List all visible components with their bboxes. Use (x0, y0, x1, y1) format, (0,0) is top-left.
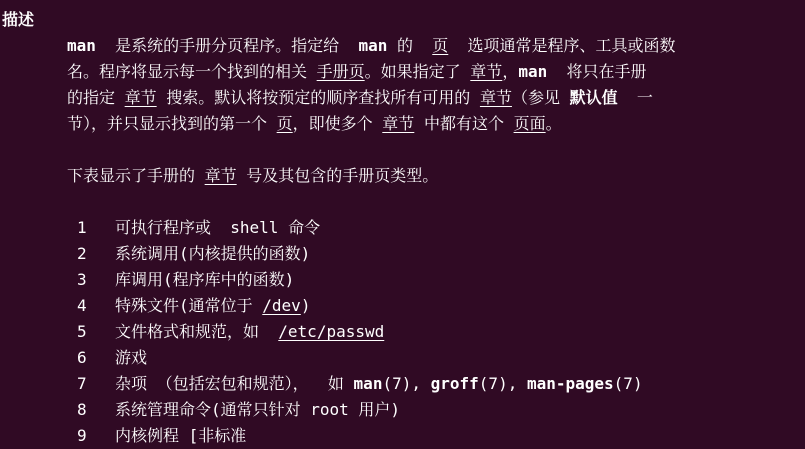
section-description (115, 296, 310, 315)
text-segment-underline: 章节 (382, 114, 415, 133)
section-row (2, 371, 805, 397)
section-row (2, 423, 805, 449)
text-segment-normal: (7), (478, 374, 527, 393)
text-segment-bold: man (67, 36, 96, 55)
section-number: 8 (77, 400, 87, 419)
section-number: 6 (77, 348, 87, 367)
text-segment-bold: 默认值 (569, 88, 618, 107)
section-description (115, 348, 147, 367)
text-line (2, 111, 805, 137)
text-segment-normal: 号及其包含的手册页类型。 (236, 166, 439, 185)
text-segment-normal: 库调用(程序库中的函数) (115, 270, 295, 289)
text-segment-normal: 文件格式和规范，如 (115, 322, 279, 341)
section-row (2, 241, 805, 267)
text-segment-bold: groff (430, 374, 479, 393)
section-row (2, 267, 805, 293)
section-row (2, 293, 805, 319)
text-segment-normal: 。 (545, 114, 562, 133)
text-segment-normal: (7) (613, 374, 643, 393)
description-paragraph (2, 33, 805, 137)
text-segment-normal: 特殊文件(通常位于 (115, 296, 263, 315)
text-segment-normal: 一 (617, 88, 653, 107)
text-segment-bold: man (358, 36, 388, 55)
text-line (2, 33, 805, 59)
section-heading: 描述 (2, 10, 35, 29)
text-segment-normal: (7), (382, 374, 431, 393)
text-segment-normal: 下表显示了手册的 (67, 166, 205, 185)
text-segment-normal: ， (502, 62, 519, 81)
section-description (115, 218, 320, 237)
text-segment-underline: 页 (276, 114, 293, 133)
blank-line (2, 137, 805, 163)
text-segment-underline: 章节 (479, 88, 512, 107)
text-segment-underline: 手册页 (316, 62, 365, 81)
section-number: 7 (77, 374, 87, 393)
text-segment-normal: 系统调用(内核提供的函数) (115, 244, 311, 263)
section-row (2, 345, 805, 371)
text-segment-bold: man-pages (526, 374, 614, 393)
text-segment-underline: /etc/passwd (278, 322, 385, 341)
text-segment-normal: 名。程序将显示每一个找到的相关 (67, 62, 317, 81)
text-segment-bold: man (353, 374, 383, 393)
section-description (115, 270, 294, 289)
text-segment-normal: （参见 (511, 88, 570, 107)
section-description (115, 400, 400, 419)
text-segment-normal: 搜索。默认将按预定的顺序查找所有可用的 (156, 88, 480, 107)
section-number: 1 (77, 218, 87, 237)
text-segment-normal: 。如果指定了 (364, 62, 471, 81)
text-line (2, 85, 805, 111)
text-segment-underline: 页面 (513, 114, 546, 133)
text-segment-normal: 内核例程 [非标准 (115, 426, 247, 445)
text-segment-normal: 系统管理命令(通常只针对 root 用户) (115, 400, 401, 419)
section-number: 3 (77, 270, 87, 289)
text-segment-normal: 可执行程序或 shell 命令 (115, 218, 321, 237)
text-segment-normal: 将只在手册 (547, 62, 647, 81)
section-number: 9 (77, 426, 87, 445)
text-line (2, 59, 805, 85)
section-number: 5 (77, 322, 87, 341)
text-segment-underline: 页 (432, 36, 449, 55)
table-intro-line (2, 163, 805, 189)
text-segment-normal: 中都有这个 (414, 114, 514, 133)
text-segment-normal: 选项通常是程序、工具或函数 (448, 36, 676, 55)
text-segment-underline: 章节 (204, 166, 237, 185)
text-segment-normal: ，即使多个 (292, 114, 383, 133)
section-number: 2 (77, 244, 87, 263)
text-segment-underline: /dev (262, 296, 301, 315)
text-segment-normal: 杂项 （包括宏包和规范）， 如 (115, 374, 354, 393)
text-segment-normal: 的指定 (67, 88, 125, 107)
blank-line (2, 189, 805, 215)
text-segment-normal: 节），并只显示找到的第一个 (67, 114, 277, 133)
text-segment-normal: 游戏 (115, 348, 148, 367)
section-number: 4 (77, 296, 87, 315)
section-description (115, 322, 384, 341)
section-description (115, 244, 310, 263)
section-description (115, 374, 643, 393)
text-segment-normal: 是系统的手册分页程序。指定给 (95, 36, 359, 55)
text-segment-underline: 章节 (124, 88, 157, 107)
section-row (2, 397, 805, 423)
text-segment-normal: ) (300, 296, 311, 315)
section-row (2, 319, 805, 345)
manual-sections-list (2, 215, 805, 449)
section-description (115, 426, 246, 445)
text-segment-normal: 的 (387, 36, 433, 55)
section-row (2, 215, 805, 241)
text-segment-underline: 章节 (470, 62, 503, 81)
text-segment-bold: man (518, 62, 548, 81)
